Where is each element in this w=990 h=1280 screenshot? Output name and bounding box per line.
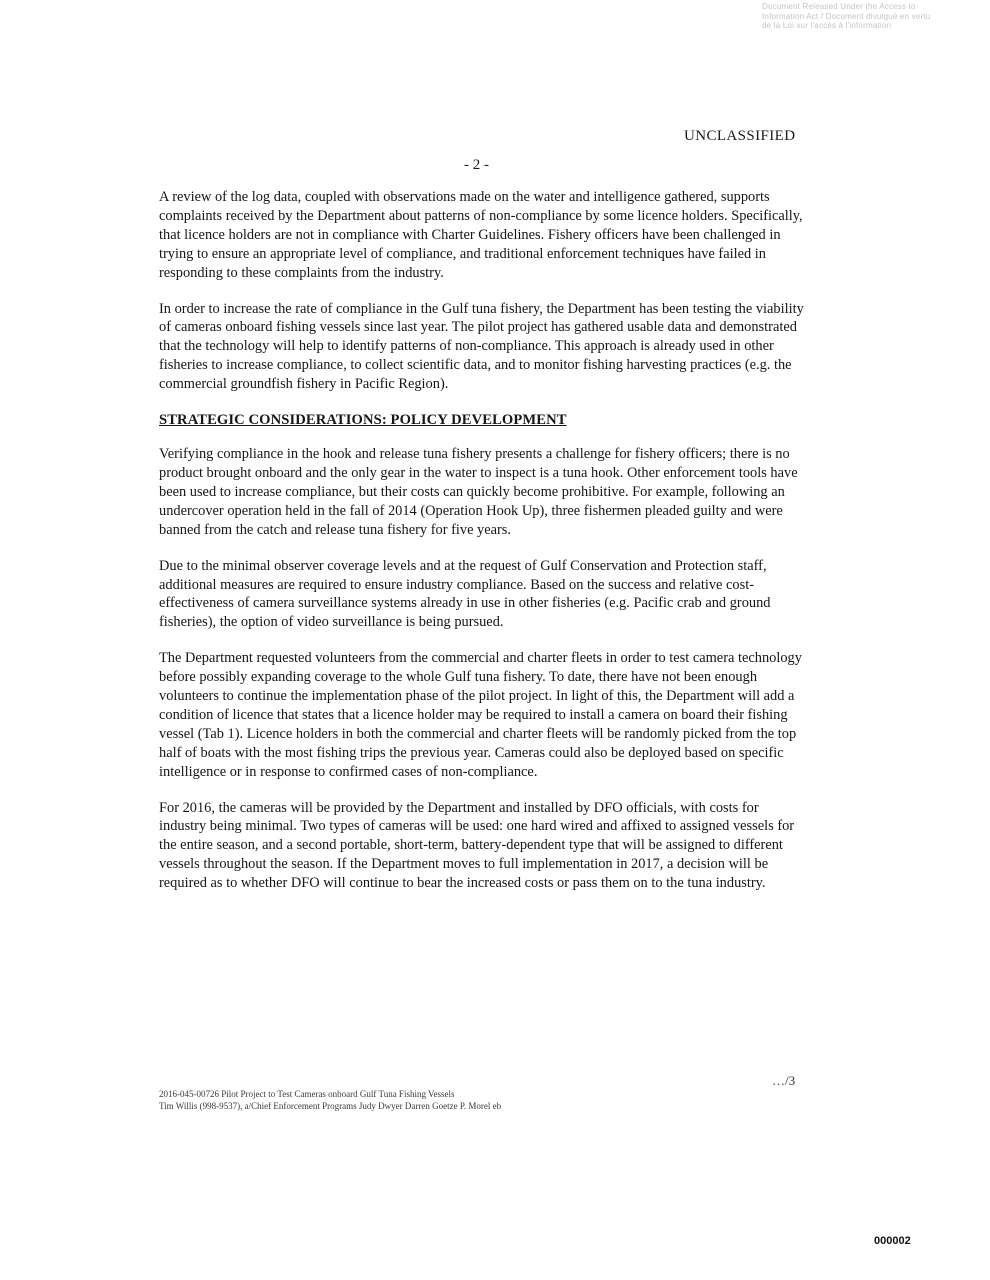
body-paragraph: The Department requested volunteers from the commercial and charter fleets in order to test camera technology before possibly expanding coverage to the whole Gulf tuna fishery. To date, there have not been enough volunteers to continue the implementation phase of the pilot project. In light of this, the Department will add a condition of licence that states that a licence holder may be required to install a camera on board their fishing vessel (Tab 1). Licence holders in both the commercial and charter fleets will be randomly picked from the top half of boats with the most fishing trips the previous year. Cameras could also be deployed based on specific intelligence or in response to confirmed cases of non-compliance. — [159, 650, 802, 780]
release-stamp-line: Document Released Under the Access to — [762, 2, 916, 11]
document-number: 000002 — [874, 1235, 911, 1247]
document-footer — [159, 1088, 679, 1112]
footer-reference: 2016-045-00726 Pilot Project to Test Cameras onboard Gulf Tuna Fishing Vessels — [159, 1089, 455, 1099]
body-paragraph: For 2016, the cameras will be provided by the Department and installed by DFO officials, with costs for industry being minimal. Two types of cameras will be used: one hard wired and affixed to assigned vessels for the entire season, and a second portable, short-term, battery-dependent type that will be assigned to different vessels throughout the season. If the Department moves to full implementation in 2017, a decision will be required as to whether DFO will continue to bear the increased costs or pass them on to the tuna industry. — [159, 799, 795, 892]
classification-label: UNCLASSIFIED — [684, 128, 796, 144]
release-stamp-line: Information Act / Document divulgué en vertu — [762, 11, 931, 21]
release-stamp — [762, 2, 982, 31]
body-paragraph: A review of the log data, coupled with observations made on the water and intelligence gathered, supports complaints received by the Department about patterns of non-compliance by some licence holders. Specifically, that licence holders are not in compliance with Charter Guidelines. Fishery officers have been challenged in trying to ensure an appropriate level of compliance, and traditional enforcement techniques have failed in responding to these complaints from the industry. — [159, 189, 803, 281]
body-paragraph: In order to increase the rate of compliance in the Gulf tuna fishery, the Department has been testing the viability of cameras onboard fishing vessels since last year. The pilot project has gathered usable data and demonstrated that the technology will help to identify patterns of non-compliance. This approach is already used in other fisheries to increase compliance, to collect scientific data, and to monitor fishing harvesting practices (e.g. the commercial groundfish fishery in Pacific Region). — [159, 300, 804, 393]
section-heading: STRATEGIC CONSIDERATIONS: POLICY DEVELOPMENT — [159, 412, 567, 429]
body-paragraph: Verifying compliance in the hook and release tuna fishery presents a challenge for fishery officers; there is no product brought onboard and the only gear in the water to inspect is a tuna hook. Other enforcement tools have been used to increase compliance, but their costs can quickly become prohibitive. For example, following an undercover operation held in the fall of 2014 (Operation Hook Up), three fishermen pleaded guilty and were banned from the catch and release tuna fishery for five years. — [159, 446, 798, 538]
release-stamp-line: de la Loi sur l'accès à l'information — [762, 21, 892, 30]
document-body — [159, 188, 809, 910]
continuation-marker: …/3 — [772, 1073, 796, 1088]
footer-contacts: Tim Willis (998-9537), a/Chief Enforcement Programs Judy Dwyer Darren Goetze P. Morel eb — [159, 1101, 502, 1111]
page-number: - 2 - — [464, 157, 489, 173]
body-paragraph: Due to the minimal observer coverage levels and at the request of Gulf Conservation and Protection staff, additional measures are required to ensure industry compliance. Based on the success and relative cost-effectiveness of camera surveillance systems already in use in other fisheries (e.g. Pacific crab and ground fisheries), the option of video surveillance is being pursued. — [159, 557, 771, 631]
